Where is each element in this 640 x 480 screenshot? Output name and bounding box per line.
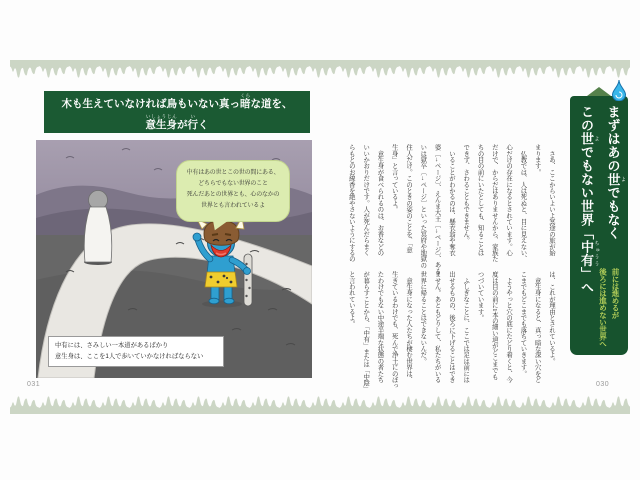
body-text-column: いることがわかるのは、懸衣翁や奪衣 (447, 144, 455, 256)
illustration-caption-box (48, 336, 224, 367)
body-text-column: 仏教では、人は死ぬと、目に見えない、 (519, 144, 527, 262)
body-text-column: ちの目の前にいたとしても、知ることは (476, 144, 484, 256)
header-line-2: 意生身いしょうじんが行いく (145, 114, 209, 131)
subheadline-column-2: 後ろには進めない世界へ (598, 268, 608, 348)
body-text-column: 出せるものの、後ろに下げることはでき (447, 271, 455, 383)
flame-border-bottom (10, 394, 630, 414)
body-text-column: さあ、ここからいよいよ冥途の旅が始 (548, 144, 555, 256)
body-text-column: 住人だけ。このときの姿のことを、「意 (405, 144, 413, 253)
oni-foot (209, 298, 219, 304)
body-text-column: 生きているわけでも、死んで浄土にのぼっ (390, 271, 398, 389)
body-text-column: 意生身が食べられるのは、お香などの (376, 144, 384, 256)
body-text-column: こまでもどこまでも落ちていきます。 (519, 271, 527, 377)
body-text-upper-tier (336, 144, 558, 274)
chapter-headline-box (570, 96, 628, 355)
bubble-line: 死んだあとの世界とも、心のなかの (186, 192, 280, 198)
left-page-caption-header (44, 91, 310, 133)
body-text-column: だけで、からだはありませんから、家族た (490, 144, 498, 262)
body-text-column: ません。あともどりして、私たちがいる (433, 271, 441, 383)
body-text-lower-tier (336, 271, 558, 391)
body-text-column: ようやっと穴の底にたどり着くと、今 (505, 271, 513, 383)
caption-line: 意生身は、ここを1人で歩いていかなければならない (55, 352, 204, 360)
chapter-subheadline (596, 268, 621, 352)
body-text-column: 婆〔→ページ〕、えんま大王〔→ページ〕、ある (433, 144, 441, 274)
waving-hand (193, 233, 201, 241)
club-hand (244, 268, 251, 275)
body-text-column: いいかおりだけです。人が死んだらまく (362, 144, 370, 256)
body-text-column: 生身」と言っているよ。 (390, 144, 398, 213)
body-text-column: たわけでもない中途半端な状態の者たち (376, 271, 384, 383)
body-text-column: できず、さわることもできません。 (462, 144, 470, 244)
body-text-column: は、これが理由とされているよ。 (548, 271, 555, 364)
bubble-line: 中有はあの世とこの世の間にある、 (186, 170, 280, 176)
right-page-number: 030 (596, 381, 610, 388)
body-text-column: ふしぎなことに、ここでは足は前には (462, 271, 470, 383)
body-text-column: 度は目の前に1本の細い道がどこまでも (490, 271, 498, 380)
flame-border-top (10, 60, 630, 80)
body-text-column: いは獄卒〔→ページ〕といった冥府や地獄の (419, 144, 427, 268)
body-text-column: つづいています。 (476, 271, 484, 321)
oni-speech-bubble (176, 160, 290, 222)
body-text-column: 心だけの存在になるとされています。心 (505, 144, 513, 256)
body-text-column: と言われているよ。 (347, 271, 355, 327)
body-text-column: 意生身になると、真っ暗な深い穴をど (533, 271, 541, 383)
water-drop-icon (611, 79, 627, 101)
white-robe (84, 207, 112, 262)
bubble-line: 世界とも言われているよ (201, 203, 265, 209)
caption-line: 中有には、さみしい一本道があるばかり (55, 342, 169, 349)
subheadline-column-1: 前には進めるが (611, 268, 620, 319)
kanabo-club-icon (244, 254, 252, 306)
tiger-loincloth (205, 272, 237, 287)
bubble-line: どちらでもない世界のこと (198, 181, 268, 187)
body-text-column: らもとのお線香を絶やさないようにするの (347, 144, 355, 262)
body-text-column: 意生身になった人たちが棲む世界は、 (405, 271, 413, 383)
illustration-dark-road-scene (36, 140, 312, 378)
body-text-column: まります。 (533, 144, 541, 175)
headline-column-2: この世 よでもない世界「中有 ちゅうう」へ (579, 105, 600, 294)
left-page-number: 031 (27, 381, 41, 388)
headline-top-notch (587, 87, 611, 96)
oni-foot (224, 298, 234, 304)
oni-shadow (202, 301, 242, 308)
body-text-column: が暮らすことから、「中有」または「中陰」 (362, 271, 370, 392)
body-text-column: 世界に帰ることはできないんだ。 (419, 271, 427, 364)
headline-column-1: まずはあの世 よでもなく (605, 105, 626, 240)
header-line-1: 木も生えていなければ鳥もいない真っ暗くらな道を、 (61, 93, 293, 110)
